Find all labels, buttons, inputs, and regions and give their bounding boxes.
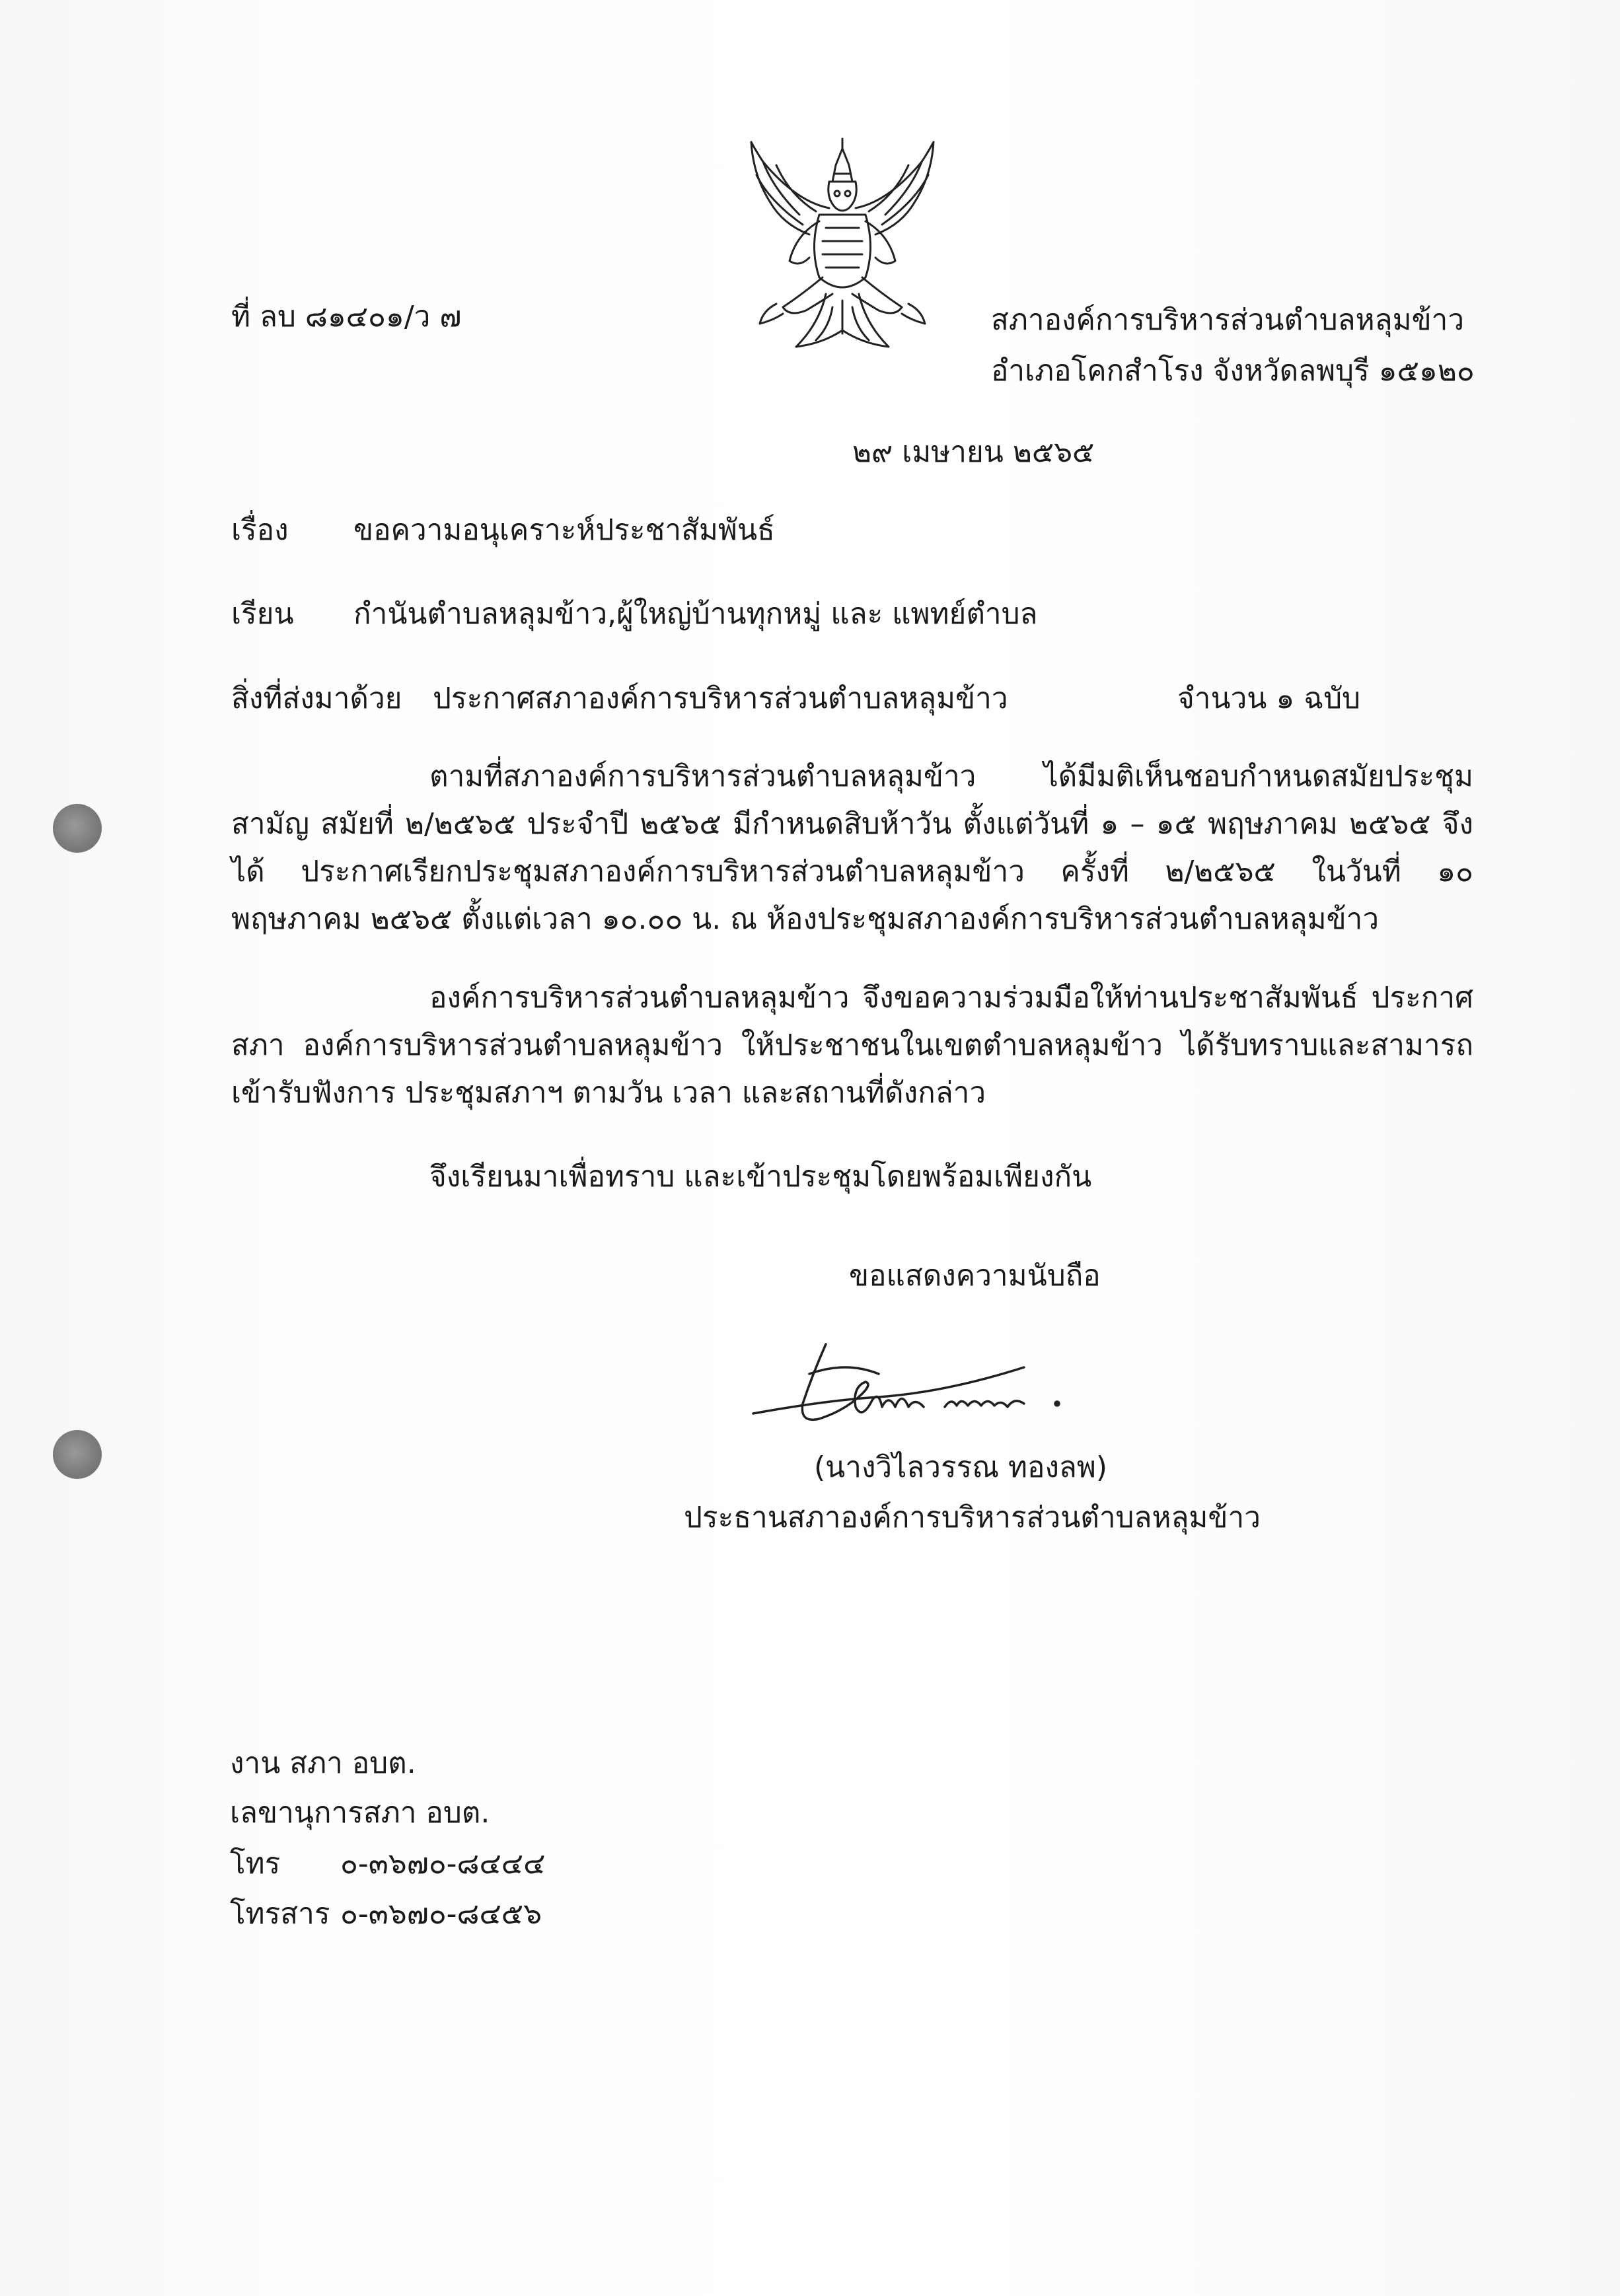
enclosure-label: สิ่งที่ส่งมาด้วย	[231, 682, 402, 715]
footer-fax: ๐-๓๖๗๐-๘๔๕๖	[340, 1897, 542, 1931]
punch-hole-icon	[53, 804, 102, 853]
subject-text: ขอความอนุเคราะห์ประชาสัมพันธ์	[353, 513, 775, 547]
subject-label: เรื่อง	[231, 513, 289, 547]
footer-secretary: เลขานุการสภา อบต.	[230, 1796, 490, 1830]
reference-number: ที่ ลบ ๘๑๔๐๑/ว ๗	[231, 300, 462, 334]
enclosure-text: ประกาศสภาองค์การบริหารส่วนตำบลหลุมข้าว	[433, 682, 1008, 715]
signer-title: ประธานสภาองค์การบริหารส่วนตำบลหลุมข้าว	[684, 1501, 1261, 1534]
regards: ขอแสดงความนับถือ	[849, 1259, 1101, 1293]
signature-icon	[747, 1334, 1130, 1453]
to-label: เรียน	[231, 597, 294, 631]
organization-name: สภาองค์การบริหารส่วนตำบลหลุมข้าว	[991, 303, 1465, 337]
punch-hole-icon	[53, 1430, 102, 1479]
body-paragraph-1	[231, 753, 1473, 943]
enclosure-quantity: จำนวน ๑ ฉบับ	[1177, 682, 1361, 715]
letter-date: ๒๙ เมษายน ๒๕๖๕	[852, 435, 1095, 469]
garuda-emblem-icon	[737, 135, 948, 363]
to-text: กำนันตำบลหลุมข้าว,ผู้ใหญ่บ้านทุกหมู่ และ แพทย์ตำบล	[353, 597, 1038, 631]
footer-fax-label: โทรสาร	[230, 1897, 330, 1931]
footer-department: งาน สภา อบต.	[230, 1746, 416, 1780]
closing-request: จึงเรียนมาเพื่อทราบ และเข้าประชุมโดยพร้อมเพียงกัน	[429, 1160, 1092, 1194]
body-paragraph-2	[231, 974, 1473, 1117]
footer-phone: ๐-๓๖๗๐-๘๔๔๔	[340, 1847, 546, 1881]
organization-address: อำเภอโคกสำโรง จังหวัดลพบุรี ๑๕๑๒๐	[991, 354, 1475, 388]
body-paragraph-1-text: ตามที่สภาองค์การบริหารส่วนตำบลหลุมข้าว ได้มีมติเห็นชอบกำหนดสมัยประชุมสามัญ สมัยที่ ๒/๒๕๖๕ ประจำปี ๒๕๖๕ มีกำหนดสิบห้าวัน ตั้งแต่วันที่ ๑ – ๑๕ พฤษภาคม ๒๕๖๕ จึงได้ ประกาศเรียกประชุมสภาองค์การบริหารส่วนตำบลหลุมข้าว ครั้งที่ ๒/๒๕๖๕ ในวันที่ ๑๐ พฤษภาคม ๒๕๖๕ ตั้งแต่เวลา ๑๐.๐๐ น. ณ ห้องประชุมสภาองค์การบริหารส่วนตำบลหลุมข้าว	[231, 760, 1473, 936]
body-paragraph-2-text: องค์การบริหารส่วนตำบลหลุมข้าว จึงขอความร่วมมือให้ท่านประชาสัมพันธ์ ประกาศสภา องค์การบริหารส่วนตำบลหลุมข้าว ให้ประชาชนในเขตตำบลหลุมข้าว ได้รับทราบและสามารถเข้ารับฟังการ ประชุมสภาฯ ตามวัน เวลา และสถานที่ดังกล่าว	[231, 981, 1473, 1110]
signer-name: (นางวิไลวรรณ ทองลพ)	[814, 1451, 1108, 1484]
footer-phone-label: โทร	[230, 1847, 281, 1881]
